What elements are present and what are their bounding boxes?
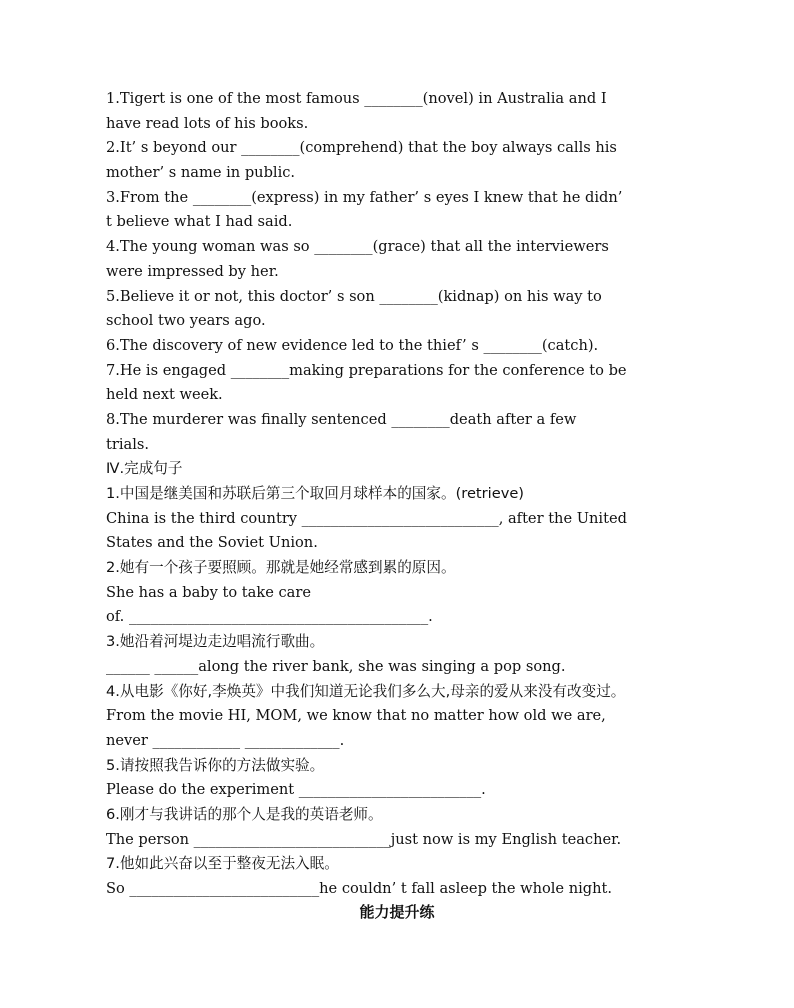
translation-2-en2: of. _________________________________________. — [106, 608, 433, 626]
fill-in-4-line1: 4.The young woman was so ________(grace) that all the interviewers — [106, 238, 609, 256]
translation-5-zh: 5.请按照我告诉你的方法做实验。 — [106, 756, 325, 774]
translation-7-zh: 7.他如此兴奋以至于整夜无法入眠。 — [106, 855, 339, 873]
fill-in-3-line2: t believe what I had said. — [106, 213, 293, 231]
translation-4-en1: From the movie HI, MOM, we know that no matter how old we are, — [106, 707, 606, 725]
fill-in-7-line1: 7.He is engaged ________making preparations for the conference to be — [106, 361, 627, 379]
translation-4-en2: never ____________ _____________. — [106, 731, 345, 749]
fill-in-5-line2: school two years ago. — [106, 312, 266, 330]
fill-in-2-line2: mother’ s name in public. — [106, 164, 296, 182]
worksheet-content — [106, 87, 706, 902]
fill-in-1-line2: have read lots of his books. — [106, 114, 309, 132]
fill-in-3-line1: 3.From the ________(express) in my father’ s eyes I knew that he didn’ — [106, 188, 623, 206]
fill-in-1-line1: 1.Tigert is one of the most famous ________(novel) in Australia and I — [106, 90, 607, 107]
translation-4-zh: 4.从电影《你好,李焕英》中我们知道无论我们多么大,母亲的爱从来没有改变过。 — [106, 682, 626, 700]
section-footer-title: 能力提升练 — [359, 903, 435, 921]
translation-6-zh: 6.刚才与我讲话的那个人是我的英语老师。 — [106, 805, 383, 823]
translation-3-en1: ______ ______along the river bank, she was singing a pop song. — [106, 657, 566, 675]
fill-in-4-line2: were impressed by her. — [106, 262, 279, 280]
translation-2-zh: 2.她有一个孩子要照顾。那就是她经常感到累的原因。 — [106, 559, 456, 577]
translation-5-en1: Please do the experiment _________________________. — [106, 781, 486, 799]
translation-1-en1: China is the third country ___________________________, after the United — [106, 509, 627, 527]
translation-2-en1: She has a baby to take care — [106, 583, 311, 601]
translation-1-zh: 1.中国是继美国和苏联后第三个取回月球样本的国家。(retrieve) — [106, 485, 524, 502]
translation-3-zh: 3.她沿着河堤边走边唱流行歌曲。 — [106, 633, 325, 651]
translation-6-en1: The person ___________________________just now is my English teacher. — [106, 830, 622, 848]
translation-1-en2: States and the Soviet Union. — [106, 534, 318, 552]
section-title: Ⅳ.完成句子 — [106, 460, 183, 478]
fill-in-8-line1: 8.The murderer was finally sentenced ________death after a few — [106, 410, 577, 428]
fill-in-2-line1: 2.It’ s beyond our ________(comprehend) that the boy always calls his — [106, 139, 617, 157]
fill-in-7-line2: held next week. — [106, 386, 223, 404]
fill-in-5-line1: 5.Believe it or not, this doctor’ s son ________(kidnap) on his way to — [106, 287, 602, 305]
fill-in-6-line1: 6.The discovery of new evidence led to the thief’ s ________(catch). — [106, 336, 599, 354]
translation-7-en1: So __________________________he couldn’ t fall asleep the whole night. — [106, 880, 613, 897]
fill-in-8-line2: trials. — [106, 435, 150, 453]
